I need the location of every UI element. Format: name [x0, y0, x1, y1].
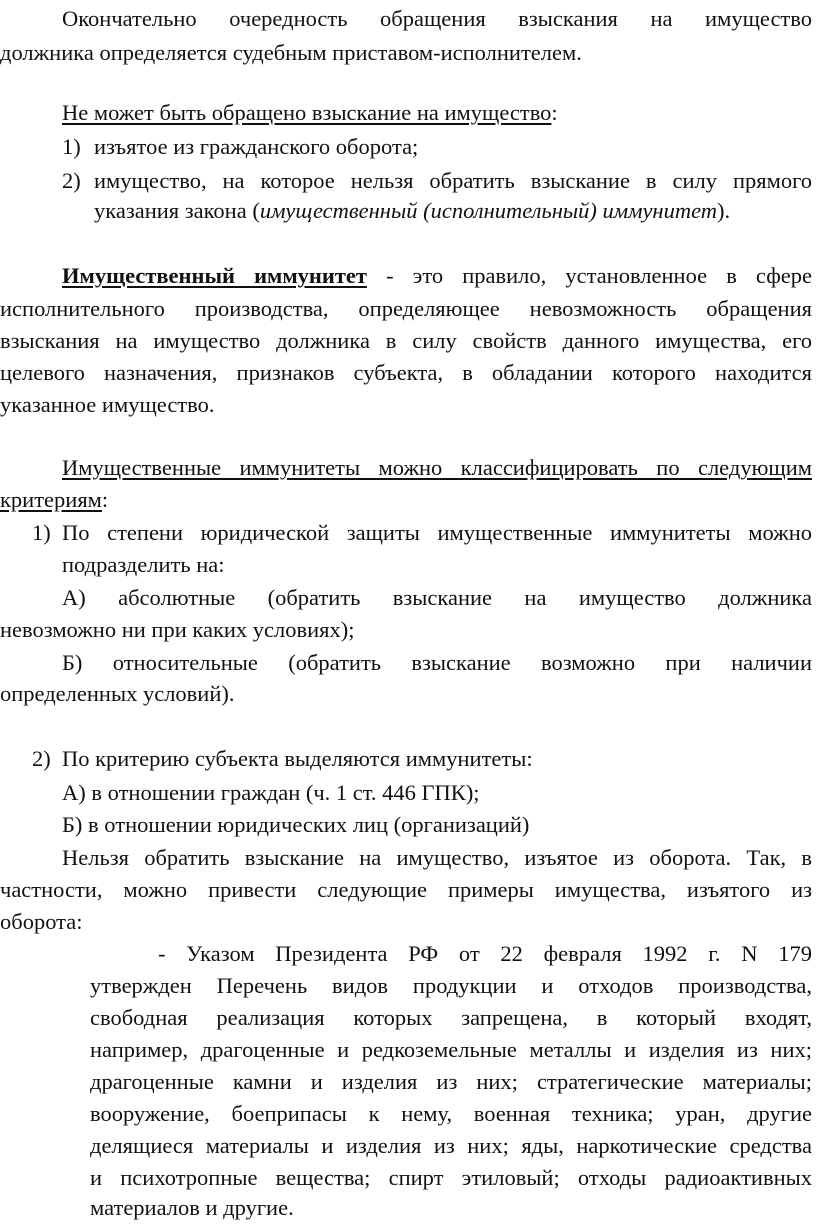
- bullet-line: вооружение, боеприпасы к нему, военная техника; уран, другие: [90, 1101, 812, 1126]
- section-heading: [62, 96, 558, 130]
- bullet-line: свободная реализация которых запрещена, в который входят,: [90, 1005, 812, 1030]
- italic-term: имущественный (исполнительный) иммунитет: [259, 198, 718, 223]
- subitem-line: невозможно ни при каких условиях);: [0, 617, 355, 642]
- text-span: - это правило, установленное в сфере: [366, 263, 812, 288]
- heading-colon: :: [551, 100, 558, 125]
- bullet-line: делящиеся материалы и изделия из них; яды, наркотические средства: [90, 1133, 812, 1158]
- paragraph-line: оборота:: [0, 909, 83, 934]
- list-number: 1): [62, 134, 81, 159]
- bullet-line: и психотропные вещества; спирт этиловый; отходы радиоактивных: [90, 1165, 812, 1190]
- definition-line: [62, 259, 812, 293]
- subitem-line: определенных условий).: [0, 681, 235, 706]
- subitem-line: А) абсолютные (обратить взыскание на имущество должника: [62, 585, 812, 610]
- text-span: ).: [717, 198, 731, 223]
- list-item: имущество, на которое нельзя обратить взыскание в силу прямого: [94, 168, 812, 193]
- bullet-line: утвержден Перечень видов продукции и отходов производства,: [90, 973, 812, 998]
- definition-line: исполнительного производства, определяющее невозможность обращения: [0, 296, 812, 321]
- bullet-line: материалов и другие.: [90, 1195, 294, 1220]
- subitem-line: Б) относительные (обратить взыскание возможно при наличии: [62, 650, 812, 675]
- paragraph-line: Окончательно очередность обращения взыскания на имущество: [62, 6, 812, 31]
- list-number: 2): [62, 168, 81, 193]
- defined-term: Имущественный иммунитет: [62, 263, 367, 288]
- list-number: 1): [32, 520, 51, 545]
- heading-colon: :: [101, 487, 109, 512]
- section-heading: Имущественные иммунитеты можно классифицировать по следующим: [62, 455, 812, 480]
- heading-text: Не может быть обращено взыскание на имущество: [62, 100, 552, 125]
- paragraph-line: должника определяется судебным приставом-исполнителем.: [0, 40, 582, 65]
- definition-line: взыскания на имущество должника в силу свойств данного имущества, его: [0, 328, 812, 353]
- subitem-line: А) в отношении граждан (ч. 1 ст. 446 ГПК);: [62, 780, 480, 805]
- list-item: изъятое из гражданского оборота;: [94, 134, 419, 159]
- definition-line: указанное имущество.: [0, 392, 215, 417]
- list-number: 2): [32, 746, 51, 771]
- bullet-line: например, драгоценные и редкоземельные металлы и изделия из них;: [90, 1037, 812, 1062]
- bullet-line: - Указом Президента РФ от 22 февраля 1992 г. N 179: [158, 941, 812, 966]
- definition-line: целевого назначения, признаков субъекта, в обладании которого находится: [0, 360, 812, 385]
- subitem-line: Б) в отношении юридических лиц (организаций): [62, 812, 530, 837]
- list-item-continued: подразделить на:: [62, 552, 225, 577]
- list-item-continued: [94, 194, 730, 228]
- paragraph-line: Нельзя обратить взыскание на имущество, изъятое из оборота. Так, в: [62, 845, 812, 870]
- text-span: указания закона (: [94, 198, 260, 223]
- bullet-line: драгоценные камни и изделия из них; стратегические материалы;: [90, 1069, 812, 1094]
- heading-text: критериям: [0, 487, 102, 512]
- paragraph-line: частности, можно привести следующие примеры имущества, изъятого из: [0, 877, 812, 902]
- section-heading: [0, 483, 108, 517]
- list-item: По критерию субъекта выделяются иммунитеты:: [62, 746, 533, 771]
- list-item: По степени юридической защиты имущественные иммунитеты можно: [62, 520, 812, 545]
